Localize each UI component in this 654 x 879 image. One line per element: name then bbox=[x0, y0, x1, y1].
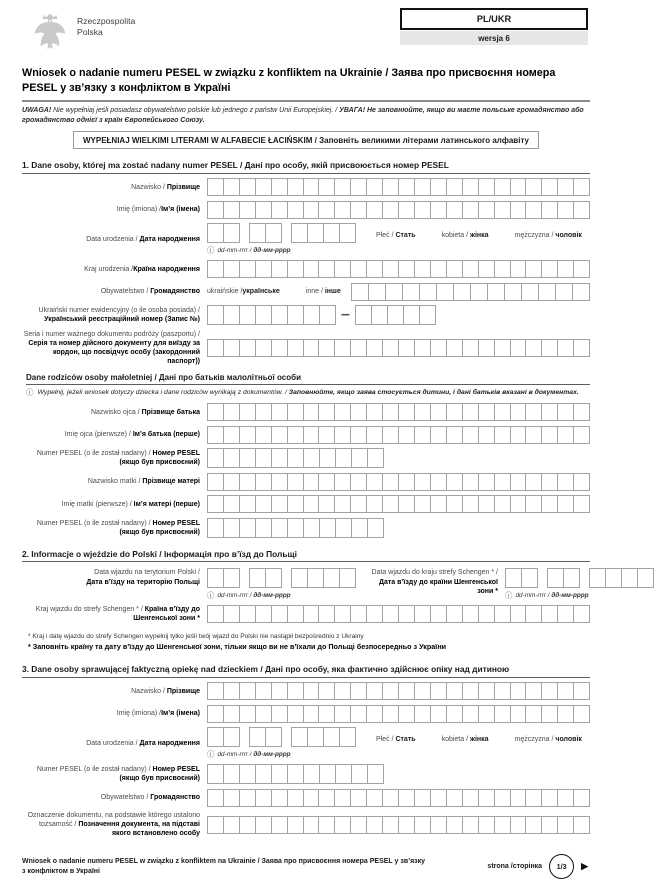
info-icon: ⓘ bbox=[207, 245, 215, 255]
mother-surname-label: Nazwisko matki / Прізвище матері bbox=[87, 478, 200, 486]
field-row-guardian-birth-date bbox=[22, 727, 590, 760]
warning-ua: УВАГА! Не заповнюйте, якщо ви маєте польське громадянство або громадянство однієї з країн Європейського Союзу. bbox=[22, 107, 584, 125]
father-pesel-input-cells[interactable] bbox=[207, 448, 384, 468]
field-row-ukrainian-id bbox=[22, 305, 590, 325]
field-row-guardian-surname bbox=[22, 682, 590, 700]
field-row-birth-country bbox=[22, 260, 590, 278]
poland-entry-date-label: Data wjazdu na terytorium Polski / Дата в’їзду на територію Польщі bbox=[86, 569, 200, 586]
citizenship-option-other[interactable]: inne / інше bbox=[305, 288, 341, 296]
schengen-country-input-cells[interactable] bbox=[207, 605, 590, 623]
field-row-mother-pesel bbox=[22, 518, 590, 538]
org-name bbox=[77, 10, 135, 38]
sex-label: Płeć / Стать bbox=[376, 735, 416, 743]
title-divider bbox=[22, 100, 590, 102]
citizenship-option-ukrainian[interactable]: ukraińskie /українське bbox=[207, 288, 280, 296]
guardian-pesel-label: Numer PESEL (o ile został nadany) / Номер PESEL (якщо був присвоєний) bbox=[36, 766, 200, 783]
section-2-title: 2. Informacje o wjeździe do Polski / Інформація про в’їзд до Польщі bbox=[22, 549, 590, 563]
entry-dates-row bbox=[22, 568, 590, 601]
guardian-birth-date-input[interactable] bbox=[207, 727, 356, 747]
org-name-line2: Polska bbox=[77, 27, 103, 38]
parents-subsection-title: Dane rodziców osoby małoletniej / Дані про батьків малолітньої особи bbox=[26, 373, 590, 385]
sex-options bbox=[376, 232, 582, 247]
guardian-surname-input-cells[interactable] bbox=[207, 682, 590, 700]
field-row-guardian-citizenship bbox=[22, 789, 590, 807]
father-name-label: Imię ojca (pierwsze) / Ім’я батька (перше) bbox=[64, 431, 200, 439]
schengen-entry-date-input[interactable] bbox=[505, 568, 654, 588]
schengen-footnote bbox=[28, 632, 590, 653]
ukrainian-id-label: Ukraiński numer ewidencyjny (o ile osoba posiada) / Український реєстраційний номер (Запис №) bbox=[38, 307, 200, 324]
form-title-pl: Wniosek o nadanie numeru PESEL w związku z konfliktem na Ukrainie / bbox=[22, 67, 392, 79]
field-row-mother-surname bbox=[22, 473, 590, 491]
field-row-father-name bbox=[22, 426, 590, 444]
field-row-identity-document bbox=[22, 811, 590, 838]
polish-eagle-logo bbox=[32, 10, 68, 59]
mother-name-input-cells[interactable] bbox=[207, 495, 590, 513]
info-icon: ⓘ bbox=[207, 590, 215, 600]
field-row-father-surname bbox=[22, 403, 590, 421]
parents-note: ⓘ Wypełnij, jeżeli wniosek dotyczy dziecka i dane rodziców wynikają z dokumentów. / Заповнюйте, якщо заява стосується дитини, і дані батьків вказані в документах. bbox=[26, 388, 579, 398]
father-surname-input-cells[interactable] bbox=[207, 403, 590, 421]
guardian-citizenship-input-cells[interactable] bbox=[207, 789, 590, 807]
father-name-input-cells[interactable] bbox=[207, 426, 590, 444]
section-3-title: 3. Dane osoby sprawującej faktyczną opiekę nad dzieckiem / Дані про особу, яка фактично здійснює опіку над дитиною bbox=[22, 664, 590, 678]
warning-note bbox=[22, 106, 590, 126]
language-code: PL/UKR bbox=[400, 8, 588, 30]
sex-option-male[interactable]: mężczyzna / чоловік bbox=[514, 232, 582, 240]
schengen-entry-date-label: Data wjazdu do kraju strefy Schengen * / Дата в’їзду до країни Шенгенської зони * bbox=[371, 569, 498, 596]
caps-notice-pl: WYPEŁNIAJ WIELKIMI LITERAMI W ALFABECIE ŁACIŃSKIM / bbox=[82, 135, 320, 145]
identity-document-label: Oznaczenie dokumentu, na podstawie którego ustalono tożsamość / Позначення документа, на підставі якого встановлено особу bbox=[27, 812, 200, 838]
field-row-guardian-pesel bbox=[22, 764, 590, 784]
surname-label: Nazwisko / Прізвище bbox=[131, 183, 200, 191]
father-surname-label: Nazwisko ojca / Прізвище батька bbox=[90, 408, 200, 416]
guardian-citizenship-label: Obywatelstwo / Громадянство bbox=[100, 794, 200, 802]
birth-country-label: Kraj urodzenia /Країна народження bbox=[84, 265, 200, 273]
language-version-box bbox=[400, 8, 588, 45]
capital-letters-notice bbox=[73, 131, 539, 149]
schengen-footnote-ua: * Заповніть країну та дату в’їзду до Шенгенської зони, тільки якщо ви не в’їхали до Польщі безпосередньо з України bbox=[28, 642, 447, 652]
date-format-hint: ⓘ dd-mm-rrrr / дд-мм-рррр bbox=[505, 590, 589, 600]
next-page-icon: ▶ bbox=[581, 861, 588, 872]
ukrainian-id-part2-cells[interactable] bbox=[355, 305, 436, 325]
schengen-country-label: Kraj wjazdu do strefy Schengen * / Країна в’їзду до Шенгенської зони * bbox=[35, 606, 200, 623]
date-format-hint: ⓘ dd-mm-rrrr / дд-мм-рррр bbox=[207, 590, 291, 600]
sex-option-male[interactable]: mężczyzna / чоловік bbox=[514, 735, 582, 743]
guardian-names-label: Imię (imiona) /Ім’я (імена) bbox=[116, 710, 200, 718]
date-format-hint: ⓘ dd-mm-rrrr / дд-мм-рррр bbox=[207, 749, 291, 759]
passport-input-cells[interactable] bbox=[207, 339, 590, 357]
guardian-sex-options bbox=[376, 736, 582, 751]
warning-pl: Nie wypełniaj jeśli posiadasz obywatelstwo polskie lub jednego z państw Unii Europejskiej. / bbox=[51, 107, 340, 115]
mother-pesel-label: Numer PESEL (o ile został nadany) / Номер PESEL (якщо був присвоєний) bbox=[36, 519, 200, 536]
given-names-input-cells[interactable] bbox=[207, 201, 590, 219]
warning-pl-bold: UWAGA! bbox=[22, 107, 52, 115]
guardian-pesel-input-cells[interactable] bbox=[207, 764, 384, 784]
sex-option-female[interactable]: kobieta / жінка bbox=[441, 735, 489, 743]
field-row-schengen-country bbox=[22, 605, 590, 623]
field-row-citizenship bbox=[22, 283, 590, 301]
citizenship-label: Obywatelstwo / Громадянство bbox=[100, 288, 200, 296]
field-row-birth-date bbox=[22, 223, 590, 256]
date-format-hint: ⓘ dd-mm-rrrr / дд-мм-рррр bbox=[207, 245, 291, 255]
poland-entry-date-input[interactable] bbox=[207, 568, 356, 588]
republic-of-poland-brand bbox=[22, 8, 135, 59]
form-title bbox=[22, 66, 590, 95]
section-1-title bbox=[22, 160, 590, 174]
form-version: wersja 6 bbox=[400, 31, 588, 45]
birth-country-input-cells[interactable] bbox=[207, 260, 590, 278]
sex-option-female[interactable]: kobieta / жінка bbox=[441, 232, 489, 240]
guardian-surname-label: Nazwisko / Прізвище bbox=[131, 687, 200, 695]
section-1-title-pl: 1. Dane osoby, której ma zostać nadany numer PESEL / bbox=[22, 160, 245, 171]
field-row-surname bbox=[22, 178, 590, 196]
given-names-label: Imię (imiona) /Ім’я (імена) bbox=[116, 206, 200, 214]
org-name-line1: Rzeczpospolita bbox=[77, 16, 136, 26]
dash-separator: – bbox=[341, 306, 350, 324]
guardian-names-input-cells[interactable] bbox=[207, 705, 590, 723]
mother-surname-input-cells[interactable] bbox=[207, 473, 590, 491]
sex-label: Płeć / Стать bbox=[376, 232, 416, 240]
info-icon: ⓘ bbox=[505, 590, 513, 600]
guardian-birth-date-label: Data urodzenia / Дата народження bbox=[86, 739, 200, 747]
father-pesel-label: Numer PESEL (o ile został nadany) / Номер PESEL (якщо був присвоєний) bbox=[36, 450, 200, 467]
form-header bbox=[22, 8, 590, 59]
field-row-given-names bbox=[22, 201, 590, 219]
schengen-footnote-pl: * Kraj i datę wjazdu do strefy Schengen wypełnij tylko jeśli twój wjazd do Polski nie nastąpił bezpośrednio z Ukrainy bbox=[28, 633, 364, 641]
mother-pesel-input-cells[interactable] bbox=[207, 518, 384, 538]
field-row-guardian-names bbox=[22, 705, 590, 723]
field-row-passport bbox=[22, 330, 590, 366]
field-row-father-pesel bbox=[22, 448, 590, 468]
surname-input-cells[interactable] bbox=[207, 178, 590, 196]
page-label: strona /сторінка bbox=[487, 863, 543, 871]
form-title-ua: Заява про присвоєння номера PESEL у зв’язку з конфліктом в Україні bbox=[22, 67, 556, 94]
footer-form-title: Wniosek o nadanie numeru PESEL w związku z konfliktem na Ukrainie / Заява про присвоєння номера PESEL у зв’язку з конфліктом в Україні bbox=[22, 857, 426, 875]
identity-document-input-cells[interactable] bbox=[207, 816, 590, 834]
page-number-badge: 1/3 bbox=[549, 854, 574, 879]
caps-notice-ua: Заповніть великими літерами латинського алфавіту bbox=[319, 135, 530, 145]
birth-date-label: Data urodzenia / Дата народження bbox=[86, 236, 200, 244]
passport-label: Seria i numer ważnego dokumentu podróży (paszportu) / Серія та номер дійсного документу для виїзду за кордон, що посвідчує особу (закордонний паспорт)) bbox=[23, 330, 200, 366]
birth-date-input[interactable] bbox=[207, 223, 356, 243]
info-icon: ⓘ bbox=[207, 749, 215, 759]
citizenship-other-input-cells[interactable] bbox=[351, 283, 590, 301]
mother-name-label: Imię matki (pierwsze) / Ім’я матері (перше) bbox=[61, 500, 200, 508]
section-1-title-ua: Дані про особу, якій присвоюється номер PESEL bbox=[244, 160, 449, 171]
ukrainian-id-part1-cells[interactable] bbox=[207, 305, 336, 325]
info-icon: ⓘ bbox=[26, 388, 34, 398]
page-footer bbox=[22, 854, 590, 879]
field-row-mother-name bbox=[22, 495, 590, 513]
